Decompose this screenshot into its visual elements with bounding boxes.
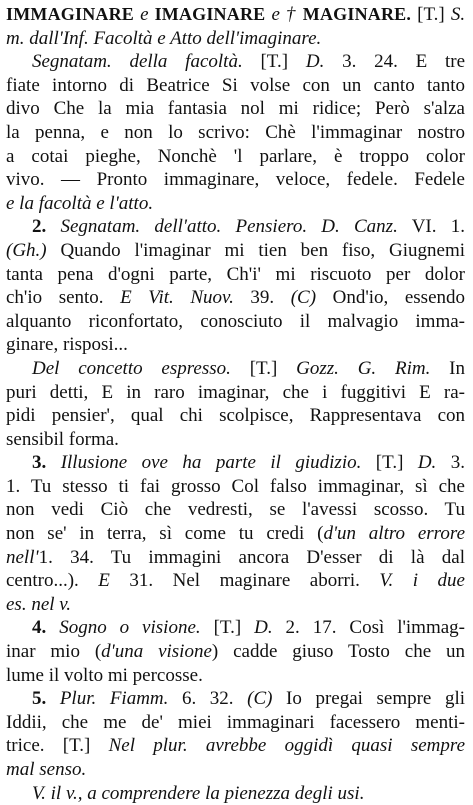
text-line (6, 239, 465, 263)
text-run: trice. [T.] (6, 735, 109, 757)
text-line (6, 640, 465, 664)
text-line (6, 215, 465, 239)
text-run: [T.] (242, 51, 306, 73)
italic-text: Segnatam. dell'atto. Pensiero. D. Canz. (60, 216, 398, 238)
text-line (6, 758, 465, 782)
text-line (6, 498, 465, 522)
sense-number: 2. (32, 216, 61, 238)
italic-text: Sogno o visione. (59, 617, 201, 639)
text-run: 3. (436, 452, 465, 474)
italic-text: V. i due (379, 570, 465, 592)
italic-text: Illusione ove ha parte il giudizio. (60, 452, 362, 474)
italic-text: (Gh.) (6, 239, 47, 261)
text-run: 2. 17. Così l'immag- (272, 617, 465, 639)
italic-text: Del concetto espresso. (32, 357, 231, 379)
text-run: ginare, risposi... (6, 334, 128, 356)
source-tag: [T.] (417, 4, 445, 25)
variant-separator: e † (271, 4, 297, 25)
entry-body (6, 50, 465, 805)
text-line (6, 404, 465, 428)
text-line (6, 734, 465, 758)
text-run: vivo. — Pronto immaginare, veloce, fedele. Fedele (6, 169, 465, 191)
sense-number: 5. (32, 688, 60, 710)
text-run: ch'io sento. (6, 287, 121, 309)
text-run: Io pregai sempre gli (272, 688, 465, 710)
italic-text: Segnatam. della facoltà. (32, 51, 243, 73)
headword-variant: MAGINARE. (302, 4, 412, 24)
part-of-speech: S. (450, 4, 465, 25)
text-line (6, 74, 465, 98)
text-run: non se' in terra, sì come tu credi ( (6, 523, 324, 545)
text-line (6, 569, 465, 593)
text-run: tanta pena d'ogni parte, Ch'i' mi riscuoto per dolor (6, 263, 465, 285)
text-line (6, 475, 465, 499)
text-line (6, 263, 465, 287)
text-run: 6. 32. (168, 688, 248, 710)
text-line (6, 616, 465, 640)
text-run: Ond'io, essendo (316, 287, 465, 309)
text-line (6, 357, 465, 381)
headword: IMMAGINARE (6, 4, 134, 24)
text-run: non vedi Ciò che vedresti, se l'avessi scosso. Tu (6, 499, 465, 521)
text-line (6, 381, 465, 405)
italic-text: Nel plur. avrebbe oggidì quasi sempre (108, 735, 465, 757)
text-run: inar mio ( (6, 641, 102, 663)
text-line (6, 121, 465, 145)
text-run: sensibil forma. (6, 428, 119, 450)
text-run: 3. 24. E tre (324, 51, 465, 73)
headword-variant: IMAGINARE (154, 4, 266, 24)
text-run: Quando l'imaginar mi tien ben fiso, Giugnemi (46, 239, 465, 261)
text-run: centro...). (6, 570, 99, 592)
italic-text: es. nel v. (6, 593, 72, 615)
text-line (6, 428, 465, 452)
text-run: divo Che la mia fantasia nol mi ridice; Però s'alza (6, 98, 465, 120)
text-run: a cotai pieghe, Nonchè 'l parlare, è troppo color (6, 145, 465, 167)
text-line (6, 286, 465, 310)
text-line (6, 333, 465, 357)
text-line (6, 145, 465, 169)
sense-number: 4. (32, 617, 60, 639)
italic-text: E (98, 570, 110, 592)
text-line (6, 168, 465, 192)
text-line (6, 593, 465, 617)
italic-text: (C) (290, 287, 317, 309)
text-run: 1. 34. Tu immagini ancora D'esser di là dal (38, 546, 465, 568)
italic-text: V. il v., a comprendere la pienezza degli usi. (32, 782, 365, 804)
sense-number: 3. (32, 452, 61, 474)
italic-text: D. (417, 452, 437, 474)
text-run: In (430, 357, 465, 379)
text-run: ) cadde giuso Tosto che un (211, 641, 465, 663)
definition-text: m. dall'Inf. Facoltà e Atto dell'imaginare. (6, 27, 322, 49)
italic-text: Gozz. G. Rim. (296, 357, 431, 379)
text-run: 31. Nel maginare aborri. (109, 570, 380, 592)
text-line (6, 687, 465, 711)
italic-text: nell' (6, 546, 39, 568)
italic-text: E Vit. Nuov. (120, 287, 234, 309)
text-run: [T.] (230, 357, 297, 379)
italic-text: mal senso. (6, 759, 87, 780)
text-line (6, 522, 465, 546)
text-run: fiate intorno di Beatrice Si volse con un canto tanto (6, 74, 465, 96)
text-line (6, 310, 465, 334)
entry-definition-line (6, 27, 465, 51)
text-line (6, 192, 465, 216)
text-run: puri detti, E in raro imaginar, che i fuggitivi E ra- (6, 381, 465, 403)
text-line (6, 664, 465, 688)
text-run: la penna, e non lo scrivo: Chè l'immaginar nostro (6, 121, 465, 143)
text-run: 39. (233, 287, 291, 309)
text-run: lume il volto mi percosse. (6, 664, 203, 686)
text-line (6, 50, 465, 74)
text-run: [T.] (361, 452, 418, 474)
italic-text: Plur. Fiamm. (59, 688, 169, 710)
text-line (6, 97, 465, 121)
entry-header-line (6, 3, 465, 27)
italic-text: D. (254, 617, 273, 639)
text-line (6, 546, 465, 570)
text-run: pidi pensier', qual chi scolpisce, Rappresentava con (6, 405, 465, 427)
italic-text: (C) (247, 688, 273, 710)
text-run: alquanto riconfortato, conosciuto il malvagio imma- (6, 310, 465, 332)
text-run: [T.] (200, 617, 255, 639)
text-line (6, 451, 465, 475)
text-run: Iddii, che me de' miei immaginari facessero menti- (6, 711, 465, 733)
text-run: VI. 1. (397, 216, 465, 238)
italic-text: d'una visione (101, 641, 212, 663)
italic-text: d'un altro errore (323, 523, 465, 545)
text-line (6, 782, 465, 805)
italic-text: e la facoltà e l'atto. (6, 192, 154, 214)
variant-separator: e (140, 4, 149, 25)
text-run: 1. Tu stesso ti fai grosso Col falso immaginar, sì che (6, 475, 465, 497)
italic-text: D. (305, 51, 325, 73)
